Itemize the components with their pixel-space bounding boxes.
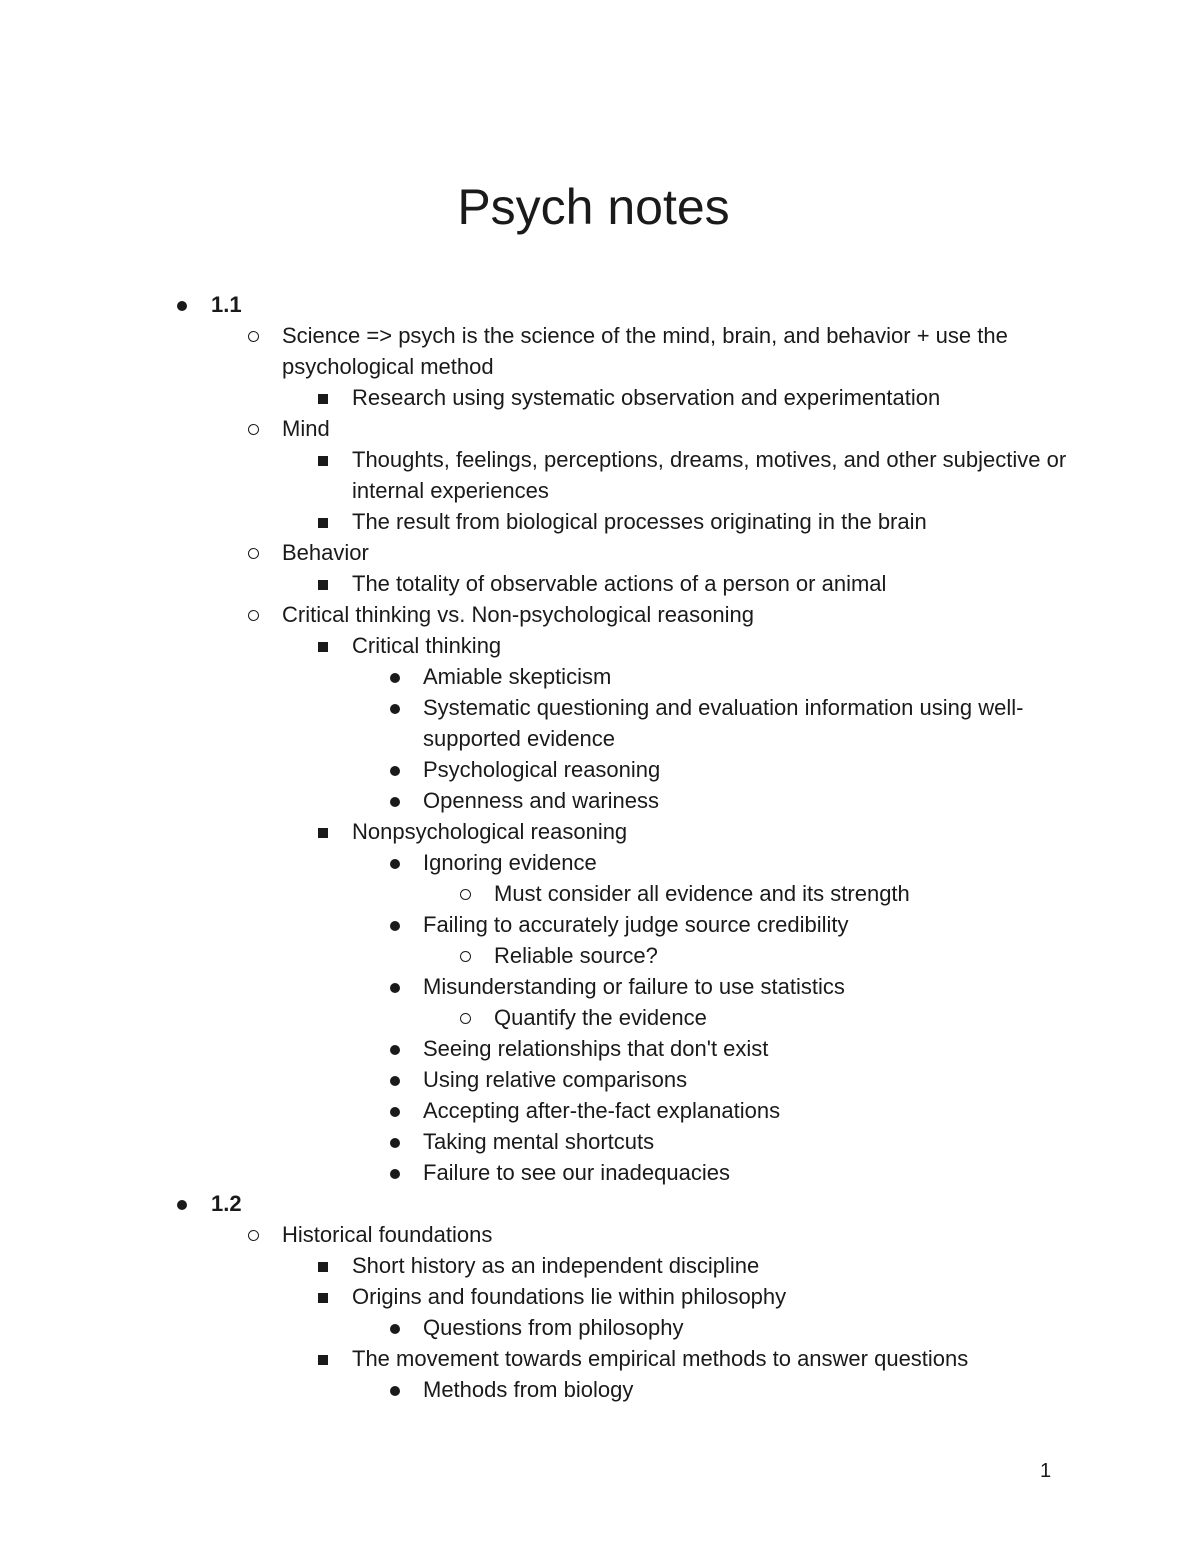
disc-bullet-icon bbox=[390, 921, 400, 931]
outline-item-level-3 bbox=[0, 1033, 1200, 1064]
outline-item-text: The movement towards empirical methods to answer questions bbox=[352, 1346, 969, 1371]
square-bullet-icon bbox=[318, 580, 328, 590]
outline-item-text: The totality of observable actions of a person or animal bbox=[352, 571, 887, 596]
outline-item-text: Science => psych is the science of the mind, brain, and behavior + use the psychological method bbox=[282, 323, 1008, 379]
outline-item-text: Nonpsychological reasoning bbox=[352, 819, 628, 844]
outline-item-level-3 bbox=[0, 785, 1200, 816]
outline-item-level-4 bbox=[0, 940, 1200, 971]
circle-bullet-icon bbox=[460, 889, 471, 900]
outline-item-level-3 bbox=[0, 1157, 1200, 1188]
outline-item-level-3 bbox=[0, 1374, 1200, 1405]
disc-bullet-icon bbox=[390, 859, 400, 869]
outline-item-level-3 bbox=[0, 847, 1200, 878]
outline-item-text: Questions from philosophy bbox=[423, 1315, 684, 1340]
outline-item-level-3 bbox=[0, 1126, 1200, 1157]
outline-item-text: Must consider all evidence and its strength bbox=[494, 881, 910, 906]
outline-item-level-2 bbox=[0, 816, 1200, 847]
disc-bullet-icon bbox=[390, 1324, 400, 1334]
outline-item-text: Reliable source? bbox=[494, 943, 658, 968]
outline-item-level-2 bbox=[0, 506, 1200, 537]
outline-item-text: Amiable skepticism bbox=[423, 664, 612, 689]
outline-item-text: Origins and foundations lie within philosophy bbox=[352, 1284, 787, 1309]
outline-item-level-3 bbox=[0, 909, 1200, 940]
outline-item-text: Seeing relationships that don't exist bbox=[423, 1036, 769, 1061]
outline-item-level-4 bbox=[0, 1002, 1200, 1033]
outline-item-level-3 bbox=[0, 661, 1200, 692]
outline-item-level-2 bbox=[0, 444, 1200, 506]
circle-bullet-icon bbox=[248, 1230, 259, 1241]
outline-item-level-2 bbox=[0, 382, 1200, 413]
disc-bullet-icon bbox=[390, 766, 400, 776]
square-bullet-icon bbox=[318, 518, 328, 528]
outline-item-text: Thoughts, feelings, perceptions, dreams, motives, and other subjective or internal experiences bbox=[352, 447, 1067, 503]
outline-item-level-2 bbox=[0, 1281, 1200, 1312]
page-number: 1 bbox=[1040, 1460, 1052, 1482]
outline-item-level-3 bbox=[0, 692, 1200, 754]
square-bullet-icon bbox=[318, 1355, 328, 1365]
outline-item-text: Research using systematic observation and experimentation bbox=[352, 385, 941, 410]
outline-item-text: Using relative comparisons bbox=[423, 1067, 688, 1092]
outline-item-level-1 bbox=[0, 599, 1200, 630]
outline-item-level-3 bbox=[0, 754, 1200, 785]
outline-item-text: The result from biological processes originating in the brain bbox=[352, 509, 927, 534]
outline-item-level-1 bbox=[0, 320, 1200, 382]
outline-item-text: Behavior bbox=[282, 540, 369, 565]
circle-bullet-icon bbox=[248, 424, 259, 435]
outline-item-level-0 bbox=[0, 289, 1200, 320]
outline-item-text: Quantify the evidence bbox=[494, 1005, 707, 1030]
outline-item-level-2 bbox=[0, 1343, 1200, 1374]
square-bullet-icon bbox=[318, 456, 328, 466]
outline-item-level-0 bbox=[0, 1188, 1200, 1219]
circle-bullet-icon bbox=[248, 331, 259, 342]
outline-item-text: Historical foundations bbox=[282, 1222, 493, 1247]
outline-item-level-4 bbox=[0, 878, 1200, 909]
disc-bullet-icon bbox=[390, 704, 400, 714]
disc-bullet-icon bbox=[177, 1200, 187, 1210]
square-bullet-icon bbox=[318, 828, 328, 838]
outline-item-text: Systematic questioning and evaluation information using well-supported evidence bbox=[423, 695, 1024, 751]
outline-item-level-1 bbox=[0, 1219, 1200, 1250]
disc-bullet-icon bbox=[390, 1107, 400, 1117]
disc-bullet-icon bbox=[390, 1045, 400, 1055]
outline-item-level-2 bbox=[0, 568, 1200, 599]
outline-item-text: 1.2 bbox=[211, 1191, 242, 1216]
square-bullet-icon bbox=[318, 1262, 328, 1272]
square-bullet-icon bbox=[318, 394, 328, 404]
disc-bullet-icon bbox=[390, 673, 400, 683]
outline-item-level-3 bbox=[0, 971, 1200, 1002]
page-title: Psych notes bbox=[457, 178, 730, 235]
square-bullet-icon bbox=[318, 1293, 328, 1303]
disc-bullet-icon bbox=[390, 1138, 400, 1148]
outline-item-text: Failure to see our inadequacies bbox=[423, 1160, 730, 1185]
outline-item-text: Taking mental shortcuts bbox=[423, 1129, 655, 1154]
notes-outline bbox=[0, 289, 1200, 1405]
outline-item-level-3 bbox=[0, 1064, 1200, 1095]
outline-item-level-3 bbox=[0, 1312, 1200, 1343]
outline-item-level-1 bbox=[0, 413, 1200, 444]
outline-item-text: Short history as an independent discipline bbox=[352, 1253, 760, 1278]
circle-bullet-icon bbox=[248, 610, 259, 621]
disc-bullet-icon bbox=[177, 301, 187, 311]
outline-item-level-3 bbox=[0, 1095, 1200, 1126]
disc-bullet-icon bbox=[390, 1076, 400, 1086]
outline-item-text: Misunderstanding or failure to use statistics bbox=[423, 974, 845, 999]
disc-bullet-icon bbox=[390, 797, 400, 807]
outline-item-text: Psychological reasoning bbox=[423, 757, 661, 782]
outline-item-text: Openness and wariness bbox=[423, 788, 660, 813]
square-bullet-icon bbox=[318, 642, 328, 652]
outline-item-text: Critical thinking bbox=[352, 633, 502, 658]
disc-bullet-icon bbox=[390, 983, 400, 993]
outline-item-text: Failing to accurately judge source credibility bbox=[423, 912, 849, 937]
circle-bullet-icon bbox=[460, 951, 471, 962]
disc-bullet-icon bbox=[390, 1386, 400, 1396]
outline-item-text: Methods from biology bbox=[423, 1377, 634, 1402]
outline-item-level-1 bbox=[0, 537, 1200, 568]
outline-item-text: Ignoring evidence bbox=[423, 850, 597, 875]
disc-bullet-icon bbox=[390, 1169, 400, 1179]
outline-item-text: 1.1 bbox=[211, 292, 242, 317]
outline-item-text: Mind bbox=[282, 416, 330, 441]
outline-item-text: Critical thinking vs. Non-psychological reasoning bbox=[282, 602, 755, 627]
outline-item-text: Accepting after-the-fact explanations bbox=[423, 1098, 781, 1123]
circle-bullet-icon bbox=[460, 1013, 471, 1024]
circle-bullet-icon bbox=[248, 548, 259, 559]
outline-item-level-2 bbox=[0, 1250, 1200, 1281]
outline-item-level-2 bbox=[0, 630, 1200, 661]
